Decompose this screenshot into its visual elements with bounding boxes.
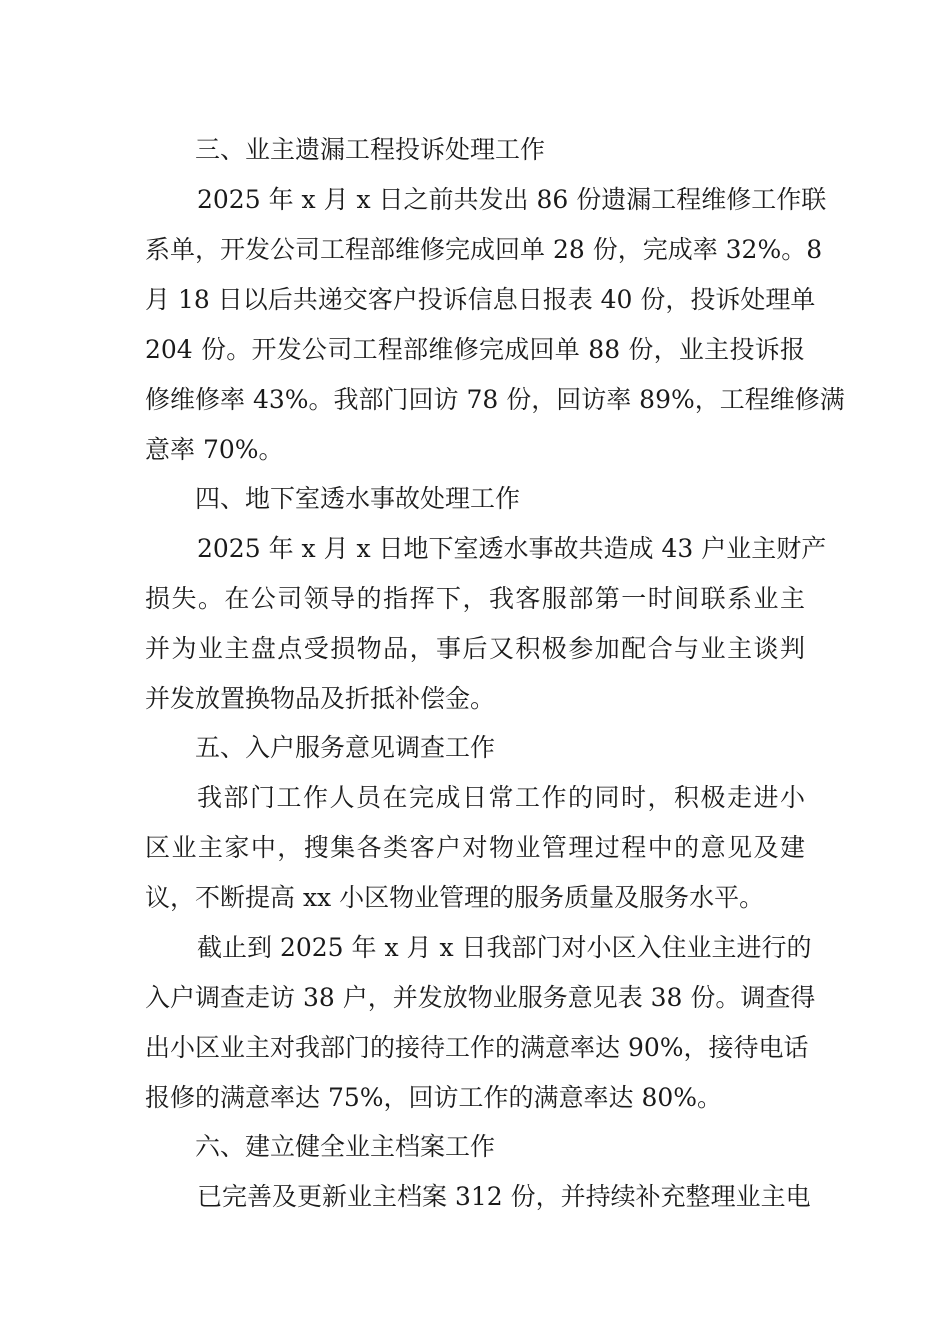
paragraph-line	[0, 1078, 950, 1118]
line-text: 204 份。开发公司工程部维修完成回单 88 份，业主投诉报	[145, 335, 805, 364]
paragraph-line	[0, 1028, 950, 1068]
line-text: 月 18 日以后共递交客户投诉信息日报表 40 份，投诉处理单	[145, 285, 816, 314]
line-text: 意率 70%。	[145, 435, 284, 464]
paragraph-line	[0, 778, 950, 818]
line-text: 区业主家中，搜集各类客户对物业管理过程中的意见及建	[145, 833, 805, 862]
line-text: 截止到 2025 年 x 月 x 日我部门对小区入住业主进行的	[197, 933, 812, 962]
line-text: 并为业主盘点受损物品，事后又积极参加配合与业主谈判	[145, 634, 805, 663]
paragraph-line	[0, 430, 950, 470]
heading-text: 四、地下室透水事故处理工作	[195, 484, 521, 513]
paragraph-line	[0, 579, 950, 619]
line-text: 议，不断提高 xx 小区物业管理的服务质量及服务水平。	[145, 883, 765, 912]
paragraph-line	[0, 1177, 950, 1217]
paragraph-line	[0, 679, 950, 719]
line-text: 已完善及更新业主档案 312 份，并持续补充整理业主电	[197, 1182, 811, 1211]
line-text: 系单，开发公司工程部维修完成回单 28 份，完成率 32%。8	[145, 235, 823, 264]
section-heading-3	[0, 130, 950, 170]
paragraph-line	[0, 330, 950, 370]
line-text: 并发放置换物品及折抵补偿金。	[145, 684, 496, 713]
section-heading-6	[0, 1127, 950, 1167]
line-text: 入户调查走访 38 户，并发放物业服务意见表 38 份。调查得	[145, 983, 816, 1012]
paragraph-line	[0, 280, 950, 320]
section-heading-5	[0, 728, 950, 768]
line-text: 我部门工作人员在完成日常工作的同时，积极走进小	[197, 783, 805, 812]
line-text: 2025 年 x 月 x 日之前共发出 86 份遗漏工程维修工作联	[197, 185, 827, 214]
paragraph-line	[0, 230, 950, 270]
line-text: 修维修率 43%。我部门回访 78 份，回访率 89%，工程维修满	[145, 385, 845, 414]
paragraph-line	[0, 380, 950, 420]
line-text: 出小区业主对我部门的接待工作的满意率达 90%，接待电话	[145, 1033, 809, 1062]
line-text: 2025 年 x 月 x 日地下室透水事故共造成 43 户业主财产	[197, 534, 827, 563]
heading-text: 三、业主遗漏工程投诉处理工作	[195, 135, 546, 164]
paragraph-line	[0, 878, 950, 918]
paragraph-line	[0, 828, 950, 868]
section-heading-4	[0, 479, 950, 519]
paragraph-line	[0, 629, 950, 669]
paragraph-line	[0, 978, 950, 1018]
paragraph-line	[0, 529, 950, 569]
line-text: 损失。在公司领导的指挥下，我客服部第一时间联系业主	[145, 584, 805, 613]
paragraph-line	[0, 180, 950, 220]
line-text: 报修的满意率达 75%，回访工作的满意率达 80%。	[145, 1083, 723, 1112]
paragraph-line	[0, 928, 950, 968]
heading-text: 五、入户服务意见调查工作	[195, 733, 496, 762]
heading-text: 六、建立健全业主档案工作	[195, 1132, 496, 1161]
